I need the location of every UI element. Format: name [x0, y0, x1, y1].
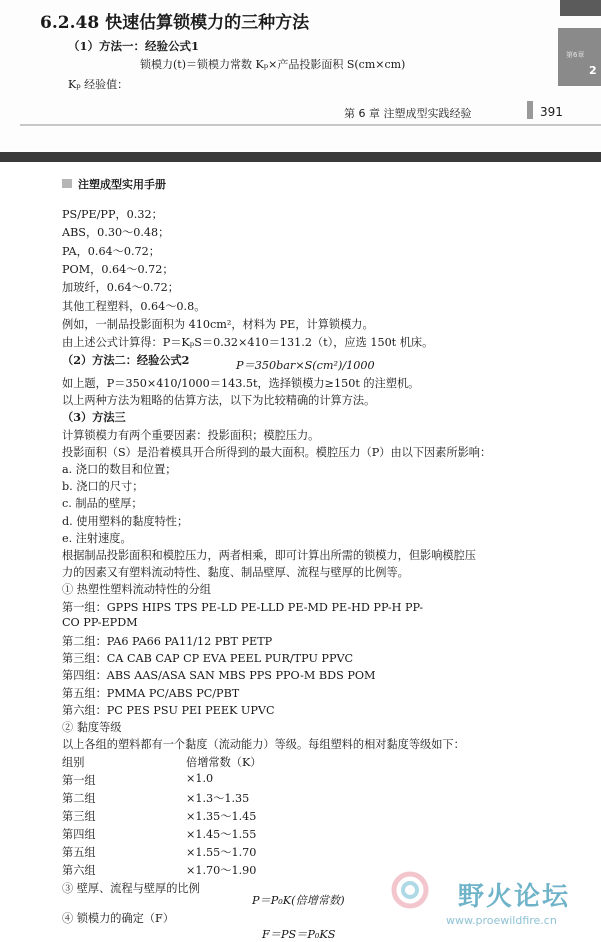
method1-formula: 锁模力(t)＝锁模力常数 Kₚ×产品投影面积 S(cm×cm): [140, 58, 406, 71]
body-line: POM，0.64～0.72；: [62, 262, 174, 276]
method1-heading: （1）方法一：经验公式1: [68, 39, 200, 53]
body-line: ① 热塑性塑料流动特性的分组: [62, 583, 211, 597]
grade-header-value: 倍增常数（K）: [186, 756, 262, 769]
body-line: 其他工程塑料，0.64～0.8。: [62, 299, 206, 313]
body-line: 投影面积（S）是沿着模具开合所得到的最大面积。模腔压力（P）由以下因素所影响：: [62, 445, 492, 459]
body-line: 由上述公式计算得：P＝KₚS＝0.32×410＝131.2（t），应选 150t 机床。: [62, 336, 434, 350]
header-marker-icon: [62, 179, 72, 188]
body-line: 根据制品投影面积和模腔压力，两者相乘，即可计算出所需的锁模力，但影响模腔压: [62, 549, 476, 562]
body-line: d. 使用塑料的黏度特性；: [62, 514, 189, 528]
grade-row-label: 第三组: [62, 810, 96, 823]
body-line: ABS，0.30～0.48；: [62, 226, 170, 240]
thumb-tab-upper: [560, 0, 601, 16]
grade-row-value: ×1.35～1.45: [186, 810, 257, 823]
watermark-logo-icon: [388, 868, 432, 912]
body-line: CO PP-EPDM: [62, 615, 138, 629]
grade-row-value: ×1.3～1.35: [186, 792, 250, 805]
grade-row-label: 第五组: [62, 846, 96, 859]
body-line: 加玻纤，0.64～0.72；: [62, 281, 179, 295]
grade-row-label: 第四组: [62, 828, 96, 841]
body-line: 第二组：PA6 PA66 PA11/12 PBT PETP: [62, 635, 273, 648]
watermark-url: www.proewildfire.cn: [446, 914, 557, 927]
grade-row-label: 第二组: [62, 792, 96, 805]
ratio-formula: P＝P₀K(倍增常数): [252, 894, 345, 907]
body-line: PS/PE/PP，0.32；: [62, 208, 163, 221]
kp-label: Kₚ 经验值：: [68, 78, 129, 91]
footer-rule: [20, 124, 601, 126]
body-line: c. 制品的壁厚；: [62, 497, 143, 511]
body-line: a. 浇口的数目和位置；: [62, 463, 177, 476]
body-line: 如上题，P＝350×410/1000＝143.5t，选择锁模力≥150t 的注塑机。: [62, 377, 420, 390]
body-line: 例如，一制品投影面积为 410cm²，材料为 PE，计算锁模力。: [62, 317, 374, 331]
grade-header-label: 组别: [62, 756, 85, 769]
body-line: 以上两种方法为粗略的估算方法，以下为比较精确的计算方法。: [62, 394, 376, 408]
body-line: b. 浇口的尺寸；: [62, 480, 144, 494]
clamp-formula: F＝PS＝P₀KS: [262, 928, 336, 941]
grade-row-value: ×1.45～1.55: [186, 828, 257, 841]
thumb-tab-small-text: 第6章: [566, 51, 585, 59]
book-title: 注塑成型实用手册: [78, 178, 166, 191]
grade-row-value: ×1.55～1.70: [186, 846, 257, 859]
footer-page-number: 391: [540, 105, 563, 119]
body-line: 第一组：GPPS HIPS TPS PE-LD PE-LLD PE-MD PE-HD PP-H PP-: [62, 600, 424, 614]
footer-separator: [527, 101, 533, 119]
body-line: 第四组：ABS AAS/ASA SAN MBS PPS PPO-M BDS POM: [62, 669, 376, 683]
grade-row-value: ×1.0: [186, 772, 214, 785]
footer-chapter: 第 6 章 注塑成型实践经验: [344, 107, 472, 120]
body-line: 以上各组的塑料都有一个黏度（流动能力）等级。每组塑料的相对黏度等级如下：: [62, 738, 465, 752]
clamp-title: ④ 锁模力的确定（F）: [62, 912, 175, 925]
body-line: 第六组：PC PES PSU PEI PEEK UPVC: [62, 703, 275, 717]
formula-method2: P＝350bar×S(cm²)/1000: [236, 359, 375, 372]
body-line: ② 黏度等级: [62, 721, 122, 734]
watermark-title: 野火论坛: [458, 882, 571, 912]
body-line: 力的因素又有塑料流动特性、黏度、制品壁厚、流程与壁厚的比例等。: [62, 566, 409, 580]
body-line: 第三组：CA CAB CAP CP EVA PEEL PUR/TPU PPVC: [62, 652, 354, 666]
ratio-title: ③ 壁厚、流程与壁厚的比例: [62, 882, 200, 895]
grade-row-value: ×1.70～1.90: [186, 864, 257, 877]
body-line: PA，0.64～0.72；: [62, 244, 160, 258]
body-line: 第五组：PMMA PC/ABS PC/PBT: [62, 686, 240, 700]
body-line: （3）方法三: [62, 410, 126, 425]
body-line: 计算锁模力有两个重要因素：投影面积；模腔压力。: [62, 428, 320, 442]
section-title: 6.2.48 快速估算锁模力的三种方法: [40, 13, 310, 33]
thumb-tab-label: 2: [589, 64, 597, 77]
body-line: （2）方法二：经验公式2: [62, 353, 190, 368]
body-line: e. 注射速度。: [62, 531, 132, 545]
page-divider: [0, 152, 601, 162]
grade-row-label: 第一组: [62, 774, 96, 787]
grade-row-label: 第六组: [62, 864, 96, 877]
